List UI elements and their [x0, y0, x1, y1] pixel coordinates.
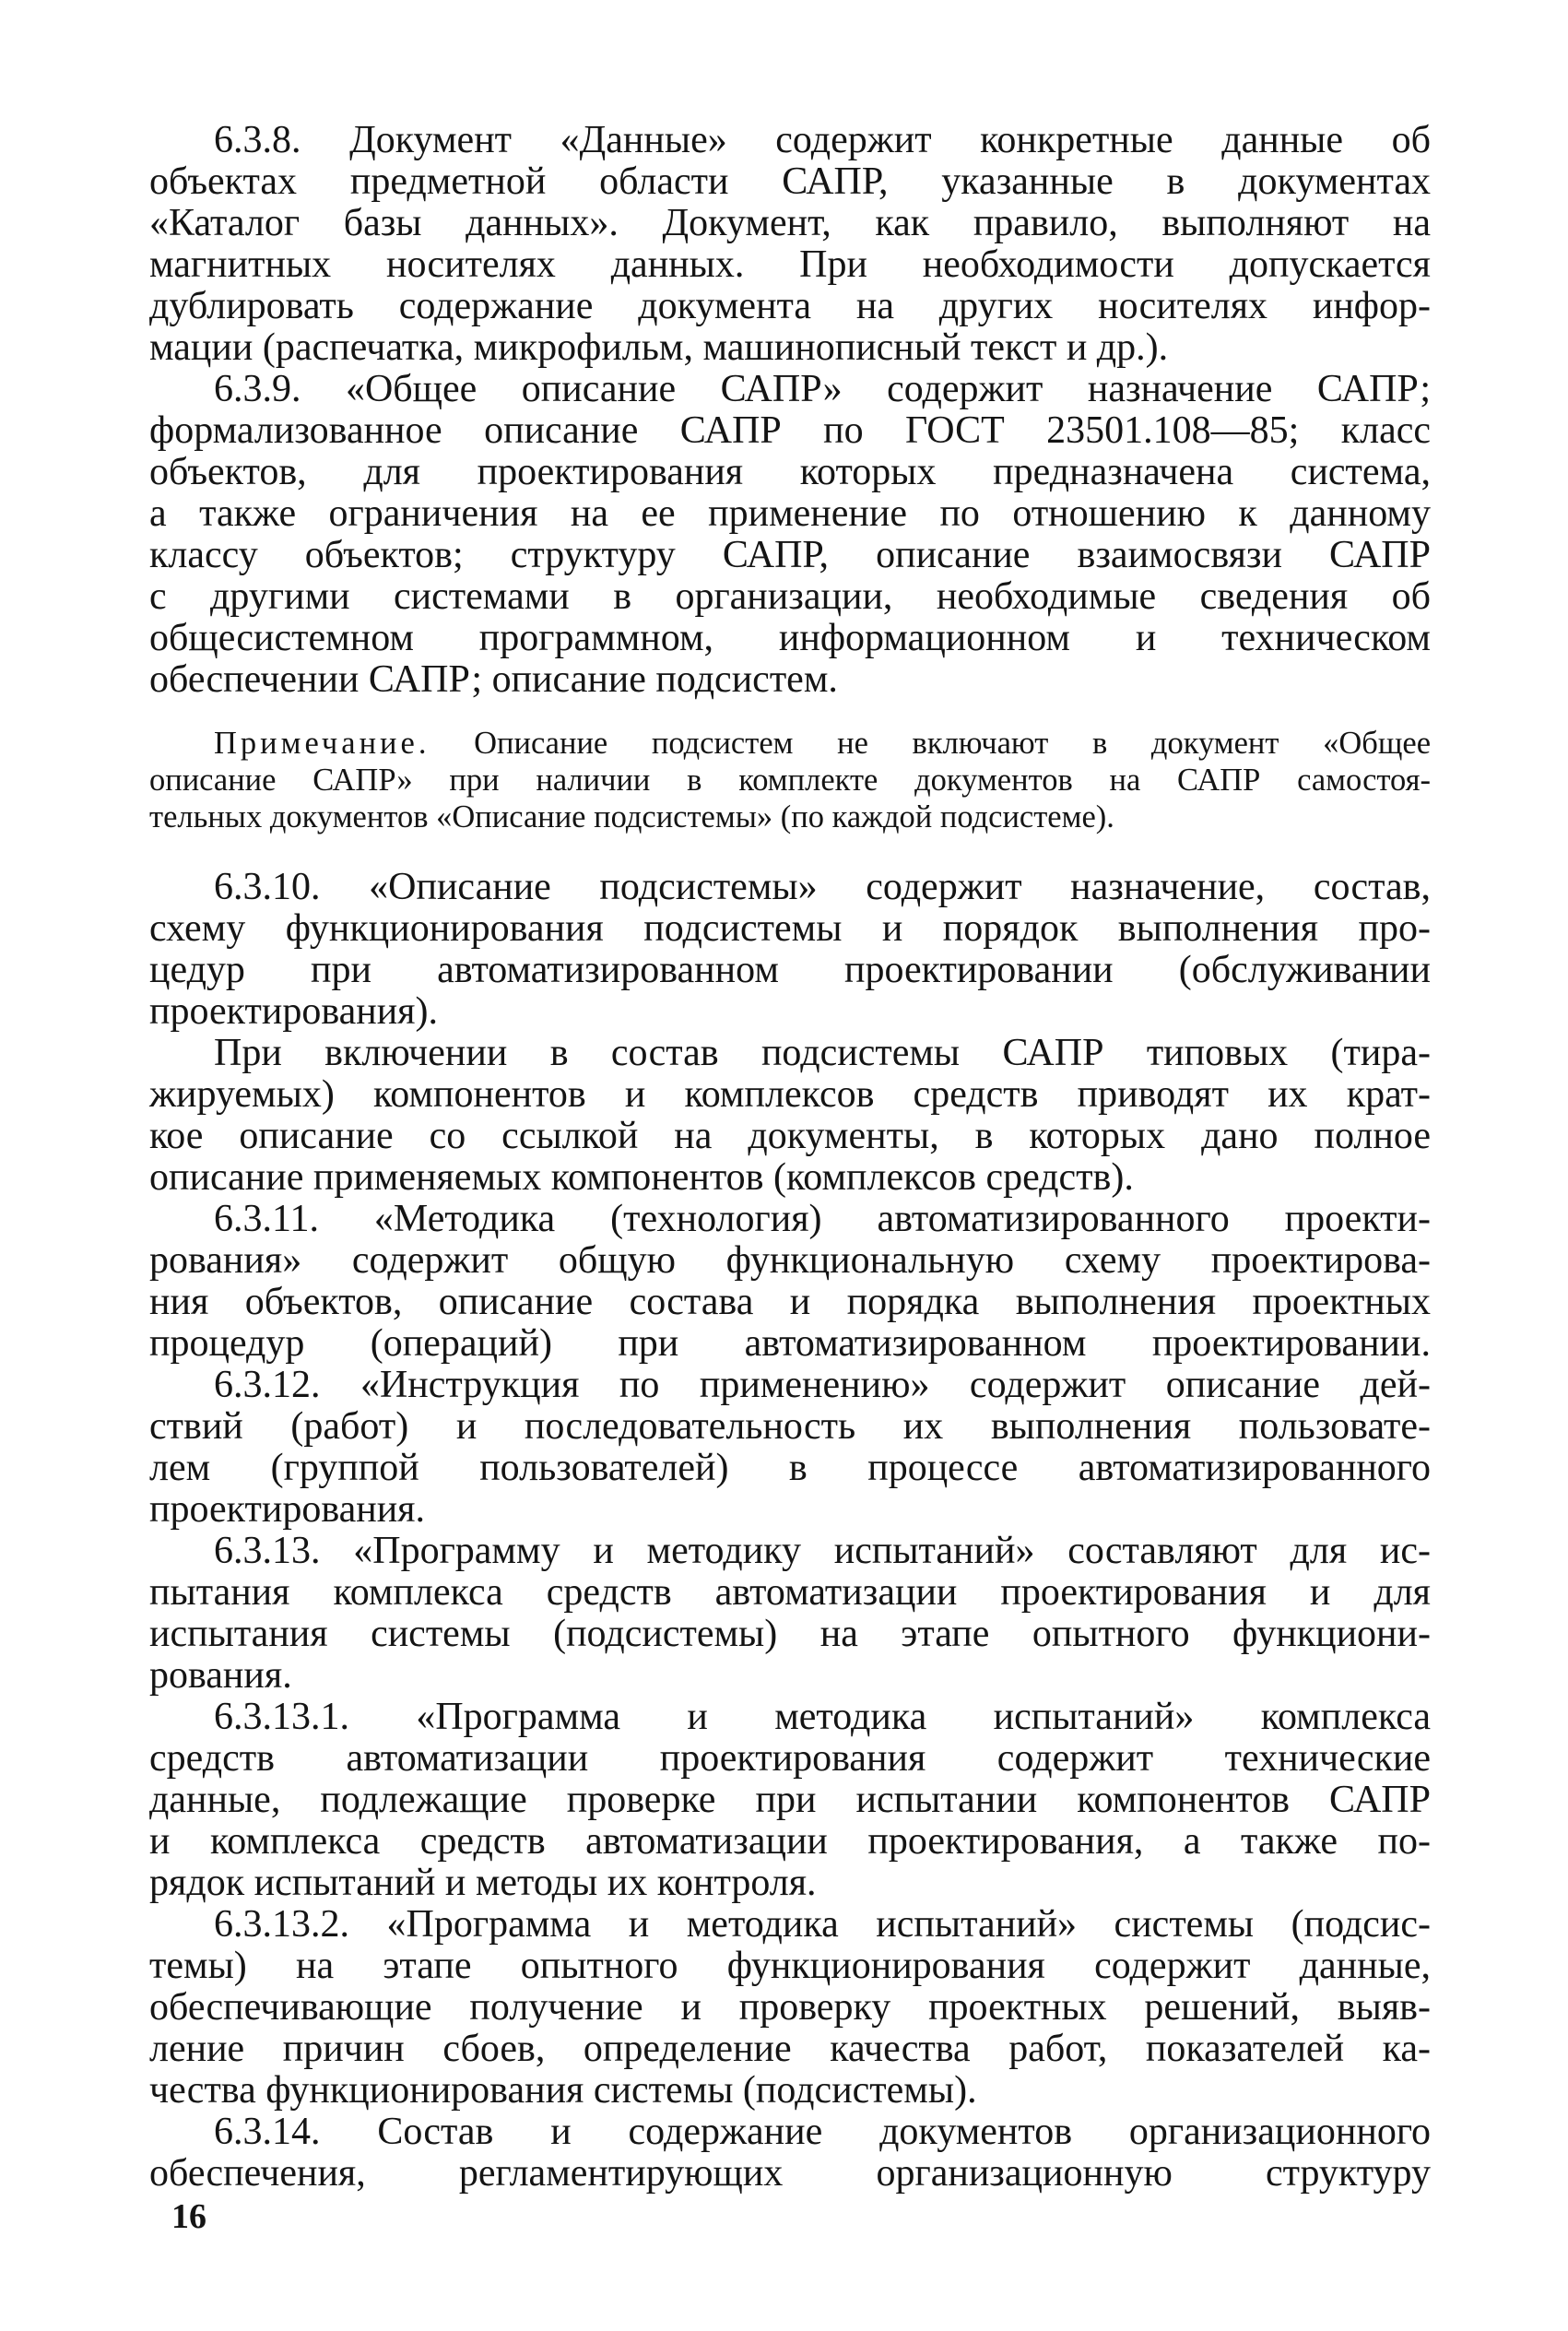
note-block	[149, 725, 1431, 835]
text-line: 6.3.14. Состав и содержание документов организационного	[214, 2111, 1431, 2153]
page-number: 16	[171, 2197, 206, 2236]
text-line: жируемых) компонентов и комплексов средств приводят их крат-	[149, 1073, 1431, 1116]
text-line: 6.3.12. «Инструкция по применению» содержит описание дей-	[214, 1364, 1431, 1406]
text-line: объектов, для проектирования которых предназначена система,	[149, 451, 1431, 493]
text-line: мации (распечатка, микрофильм, машинописный текст и др.).	[149, 326, 1169, 369]
note-line	[149, 725, 1431, 762]
text-line: магнитных носителях данных. При необходимости допускается	[149, 243, 1431, 286]
text-line: данные, подлежащие проверке при испытании компонентов САПР	[149, 1779, 1431, 1821]
text-line: 6.3.11. «Методика (технология) автоматизированного проекти-	[214, 1198, 1431, 1240]
text-line: 6.3.13. «Программу и методику испытаний» составляют для ис-	[214, 1530, 1431, 1572]
text-line: и комплекса средств автоматизации проектирования, а также по-	[149, 1820, 1431, 1863]
text-line: обеспечении САПР; описание подсистем.	[149, 658, 838, 701]
document-body	[149, 120, 1431, 2195]
text-line: рядок испытаний и методы их контроля.	[149, 1862, 817, 1904]
note-label: Примечание.	[214, 726, 430, 761]
note-text: Описание подсистем не включают в документ «Общее	[474, 726, 1432, 761]
text-line: ление причин сбоев, определение качества работ, показателей ка-	[149, 2028, 1431, 2070]
text-line: проектирования.	[149, 1488, 426, 1531]
text-line: процедур (операций) при автоматизированном проектировании.	[149, 1322, 1431, 1365]
text-line: рования.	[149, 1654, 292, 1697]
paragraph-6-3-13	[149, 1531, 1431, 1697]
text-line: обеспечивающие получение и проверку проектных решений, выяв-	[149, 1986, 1431, 2029]
text-line: кое описание со ссылкой на документы, в которых дано полное	[149, 1115, 1431, 1157]
paragraph-6-3-13-2	[149, 1904, 1431, 2112]
text-line: описание применяемых компонентов (комплексов средств).	[149, 1156, 1134, 1199]
paragraph-6-3-12	[149, 1365, 1431, 1531]
text-line: а также ограничения на ее применение по отношению к данному	[149, 492, 1431, 535]
text-line: ния объектов, описание состава и порядка выполнения проектных	[149, 1281, 1431, 1323]
text-line: лем (группой пользователей) в процессе автоматизированного	[149, 1447, 1431, 1489]
paragraph-6-3-8	[149, 120, 1431, 369]
paragraph-6-3-10	[149, 867, 1431, 1033]
note-line: тельных документов «Описание подсистемы» (по каждой подсистеме).	[149, 799, 1114, 834]
text-line: 6.3.9. «Общее описание САПР» содержит назначение САПР;	[214, 368, 1431, 410]
text-line: дублировать содержание документа на других носителях инфор-	[149, 285, 1431, 327]
note-line: описание САПР» при наличии в комплекте документов на САПР самостоя-	[149, 763, 1431, 798]
paragraph-6-3-14	[149, 2112, 1431, 2195]
text-line: с другими системами в организации, необходимые сведения об	[149, 575, 1431, 618]
text-line: ствий (работ) и последовательность их выполнения пользовате-	[149, 1405, 1431, 1448]
text-line: испытания системы (подсистемы) на этапе опытного функциони-	[149, 1613, 1431, 1655]
text-line: общесистемном программном, информационном и техническом	[149, 617, 1431, 659]
text-line: формализованное описание САПР по ГОСТ 23501.108—85; класс	[149, 409, 1431, 452]
text-line: обеспечения, регламентирующих организационную структуру	[149, 2152, 1431, 2195]
text-line: При включении в состав подсистемы САПР типовых (тира-	[214, 1032, 1431, 1074]
text-line: схему функционирования подсистемы и порядок выполнения про-	[149, 907, 1431, 950]
text-line: чества функционирования системы (подсистемы).	[149, 2069, 977, 2112]
paragraph-6-3-9	[149, 369, 1431, 701]
paragraph-6-3-10-continued	[149, 1033, 1431, 1199]
text-line: средств автоматизации проектирования содержит технические	[149, 1737, 1431, 1780]
paragraph-6-3-13-1	[149, 1697, 1431, 1904]
text-line: цедур при автоматизированном проектировании (обслуживании	[149, 949, 1431, 991]
paragraph-6-3-11	[149, 1199, 1431, 1365]
text-line: 6.3.10. «Описание подсистемы» содержит назначение, состав,	[214, 866, 1431, 908]
text-line: рования» содержит общую функциональную схему проектирова-	[149, 1239, 1431, 1282]
text-line: темы) на этапе опытного функционирования содержит данные,	[149, 1945, 1431, 1987]
text-line: 6.3.8. Документ «Данные» содержит конкретные данные об	[214, 119, 1431, 161]
text-line: пытания комплекса средств автоматизации проектирования и для	[149, 1571, 1431, 1614]
text-line: классу объектов; структуру САПР, описание взаимосвязи САПР	[149, 534, 1431, 576]
text-line: 6.3.13.1. «Программа и методика испытаний» комплекса	[214, 1696, 1431, 1738]
text-line: проектирования).	[149, 990, 438, 1033]
text-line: объектах предметной области САПР, указанные в документах	[149, 160, 1431, 203]
text-line: «Каталог базы данных». Документ, как правило, выполняют на	[149, 202, 1431, 244]
text-line: 6.3.13.2. «Программа и методика испытаний» системы (подсис-	[214, 1903, 1431, 1946]
